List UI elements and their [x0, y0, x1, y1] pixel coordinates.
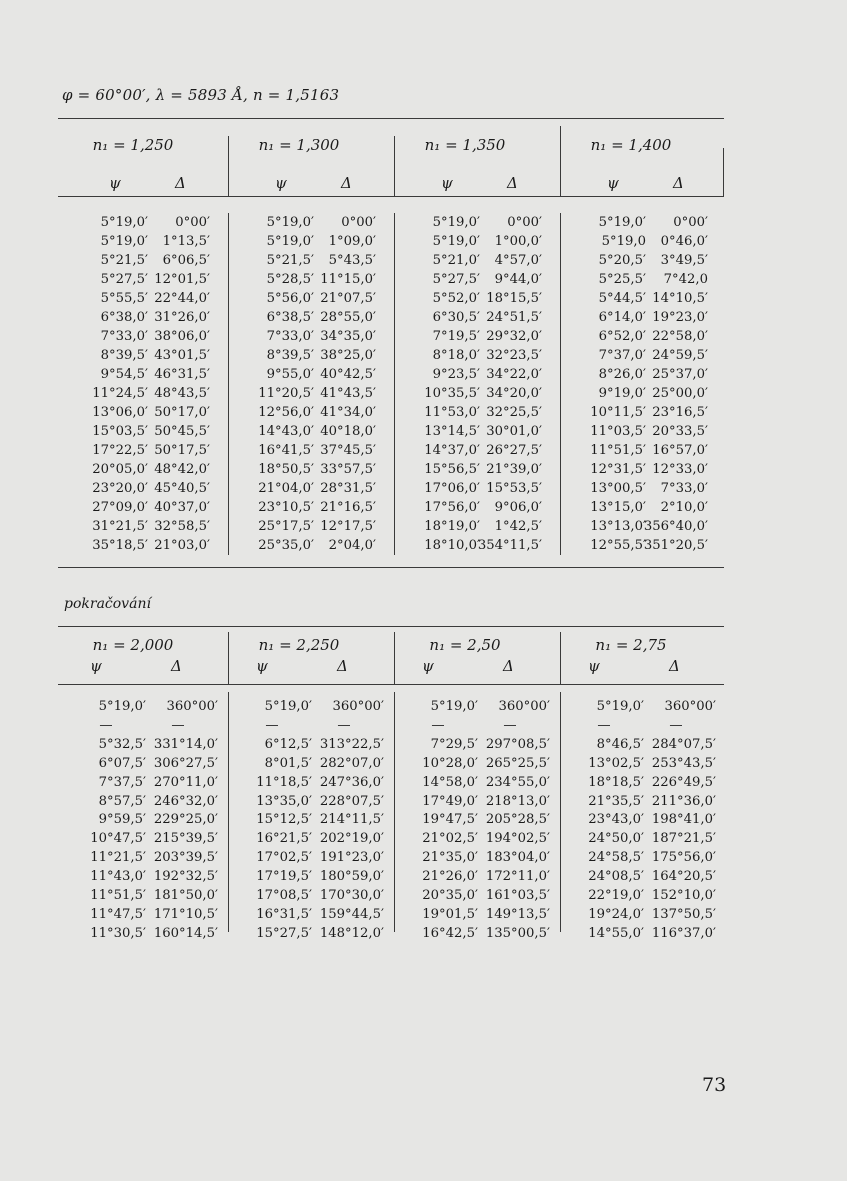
delta-value: 20°33,5′ [652, 424, 708, 439]
delta-value: 5°43,5′ [328, 253, 376, 268]
psi-value: 17°19,5′ [256, 869, 312, 885]
psi-value: 8°39,5′ [266, 348, 314, 363]
delta-value: 116°37,0′ [651, 925, 716, 941]
column-divider [560, 213, 561, 555]
column-header-psi: ψ [441, 174, 453, 192]
delta-value: 21°39,0′ [486, 462, 542, 477]
psi-value: 5°25,5′ [598, 272, 646, 287]
delta-value: 356°40,0′ [643, 519, 708, 534]
psi-value: 5°19,0′ [100, 234, 148, 249]
table-parameters-heading: φ = 60°00′, λ = 5893 Å, n = 1,5163 [62, 86, 340, 104]
psi-value: 20°35,0′ [422, 888, 478, 903]
psi-value: 24°08,5′ [588, 869, 644, 885]
delta-value: 265°25,5′ [485, 755, 550, 771]
psi-value: 8°46,5′ [596, 736, 644, 752]
column-header-n1: n₁ = 1,300 [258, 136, 340, 154]
psi-value: 6°38,0′ [100, 310, 148, 325]
delta-value: 26°27,5′ [486, 443, 542, 458]
column-header-psi: ψ [275, 174, 287, 192]
delta-value: 12°17,5′ [320, 519, 376, 534]
delta-value: 270°11,0′ [153, 774, 218, 790]
delta-value: 203°39,5′ [153, 850, 218, 866]
psi-value: 21°04,0′ [258, 481, 314, 496]
delta-value: 1°13,5′ [162, 234, 210, 249]
psi-value: 11°30,5′ [90, 925, 146, 941]
psi-value: 14°55,0′ [588, 925, 644, 941]
delta-value: 12°33,0′ [652, 462, 708, 477]
psi-value: 16°41,5′ [258, 443, 314, 458]
delta-value: 2°04,0′ [328, 538, 376, 553]
delta-value: 284°07,5′ [651, 736, 716, 752]
delta-value: 2°10,0′ [660, 500, 708, 515]
psi-value: 7°37,5′ [98, 774, 146, 790]
psi-value: 5°27,5′ [100, 272, 148, 287]
delta-value: 226°49,5′ [651, 774, 716, 790]
psi-value: 15°03,5′ [92, 424, 148, 439]
psi-value: 24°50,0′ [588, 831, 644, 847]
psi-value: 5°19,0′ [598, 215, 646, 230]
column-header-psi: ψ [422, 657, 434, 675]
delta-value: 3°49,5′ [660, 253, 708, 268]
delta-value: 28°31,5′ [320, 481, 376, 496]
psi-value: 10°35,5′ [424, 386, 480, 401]
psi-value: 11°20,5′ [258, 386, 314, 401]
delta-value: 18°15,5′ [486, 291, 542, 306]
psi-value: 6°14,0′ [598, 310, 646, 325]
delta-value: 50°17,5′ [154, 443, 210, 458]
delta-value: 24°51,5′ [486, 310, 542, 325]
psi-value: 5°44,5′ [598, 291, 646, 306]
delta-value: 215°39,5′ [153, 831, 218, 847]
delta-value: 148°12,0′ [319, 925, 384, 941]
delta-value: 0°00′ [507, 215, 542, 230]
column-header-delta: Δ [503, 657, 514, 675]
psi-value: 21°26,0′ [422, 869, 478, 885]
delta-value: 175°56,0′ [651, 850, 716, 866]
column-header-n1: n₁ = 2,75 [595, 636, 667, 654]
psi-value: 11°21,5′ [90, 850, 146, 866]
psi-value: 16°42,5′ [422, 925, 478, 941]
column-header-n1: n₁ = 1,250 [92, 136, 174, 154]
psi-value: 18°18,5′ [588, 774, 644, 790]
delta-value: 354°11,5′ [477, 538, 542, 553]
delta-value: 30°01,0′ [486, 424, 542, 439]
delta-value: — [337, 717, 351, 733]
psi-value: 21°02,5′ [422, 831, 478, 847]
delta-value: 0°00′ [175, 215, 210, 230]
column-divider [723, 148, 724, 196]
psi-value: 35°18,5′ [92, 538, 148, 553]
column-header-n1: n₁ = 1,400 [590, 136, 672, 154]
delta-value: 137°50,5′ [651, 906, 716, 922]
psi-value: 5°27,5′ [432, 272, 480, 287]
column-header-psi: ψ [256, 657, 268, 675]
psi-value: — [431, 717, 445, 733]
psi-value: 11°18,5′ [256, 774, 312, 790]
delta-value: 229°25,0′ [153, 812, 218, 828]
psi-value: 17°56,0′ [424, 500, 480, 515]
delta-value: 170°30,0′ [319, 888, 384, 903]
psi-value: 19°24,0′ [588, 906, 644, 922]
psi-value: 23°43,0′ [588, 812, 644, 828]
delta-value: 360°00′ [664, 699, 716, 714]
delta-value: 40°18,0′ [320, 424, 376, 439]
psi-value: 14°43,0′ [258, 424, 314, 439]
delta-value: 14°10,5′ [652, 291, 708, 306]
psi-value: 5°21,5′ [100, 253, 148, 268]
delta-value: 21°03,0′ [154, 538, 210, 553]
delta-value: 38°06,0′ [154, 329, 210, 344]
delta-value: 191°23,0′ [319, 850, 384, 866]
delta-value: 48°42,0′ [154, 462, 210, 477]
delta-value: 205°28,5′ [485, 812, 550, 828]
psi-value: 5°55,5′ [100, 291, 148, 306]
delta-value: 360°00′ [498, 699, 550, 714]
column-header-n1: n₁ = 2,50 [429, 636, 501, 654]
delta-value: 164°20,5′ [651, 869, 716, 885]
psi-value: 17°02,5′ [256, 850, 312, 866]
delta-value: 246°32,0′ [153, 793, 218, 809]
delta-value: 32°23,5′ [486, 348, 542, 363]
psi-value: 5°52,0′ [432, 291, 480, 306]
delta-value: 22°44,0′ [154, 291, 210, 306]
psi-value: 5°28,5′ [266, 272, 314, 287]
delta-value: 247°36,0′ [319, 774, 384, 790]
psi-value: 7°33,0′ [266, 329, 314, 344]
psi-value: 13°35,0′ [256, 793, 312, 809]
psi-value: 11°43,0′ [90, 869, 146, 885]
column-header-delta: Δ [341, 174, 352, 192]
delta-value: 34°35,0′ [320, 329, 376, 344]
delta-value: 234°55,0′ [485, 774, 550, 790]
psi-value: 5°32,5′ [98, 736, 146, 752]
delta-value: 29°32,0′ [486, 329, 542, 344]
psi-value: 15°27,5′ [256, 925, 312, 941]
delta-value: 4°57,0′ [494, 253, 542, 268]
delta-value: 11°15,0′ [320, 272, 376, 287]
psi-value: 9°55,0′ [266, 367, 314, 382]
column-header-n1: n₁ = 2,000 [92, 636, 174, 654]
psi-value: 14°37,0′ [424, 443, 480, 458]
delta-value: 7°42,0 [663, 272, 708, 287]
delta-value: 34°22,0′ [486, 367, 542, 382]
table-header-rule [58, 684, 724, 685]
psi-value: 25°35,0′ [258, 538, 314, 553]
column-header-delta: Δ [175, 174, 186, 192]
psi-value: 15°56,5′ [424, 462, 480, 477]
table-bottom-rule [58, 567, 724, 568]
delta-value: 187°21,5′ [651, 831, 716, 847]
delta-value: 33°57,5′ [320, 462, 376, 477]
psi-value: 13°00,5′ [590, 481, 646, 496]
psi-value: 14°58,0′ [422, 774, 478, 790]
psi-value: 7°29,5′ [430, 736, 478, 752]
psi-value: 10°47,5′ [90, 831, 146, 847]
delta-value: 45°40,5′ [154, 481, 210, 496]
delta-value: 21°07,5′ [320, 291, 376, 306]
delta-value: 313°22,5′ [319, 736, 384, 752]
psi-value: 17°08,5′ [256, 888, 312, 903]
delta-value: 135°00,5′ [485, 925, 550, 941]
delta-value: 1°00,0′ [494, 234, 542, 249]
delta-value: 1°09,0′ [328, 234, 376, 249]
psi-value: 19°01,5′ [422, 906, 478, 922]
psi-value: 5°20,5′ [598, 253, 646, 268]
delta-value: 159°44,5′ [319, 906, 384, 922]
psi-value: 24°58,5′ [588, 850, 644, 866]
delta-value: 161°03,5′ [485, 888, 550, 903]
delta-value: 46°31,5′ [154, 367, 210, 382]
column-header-delta: Δ [673, 174, 684, 192]
delta-value: 183°04,0′ [485, 850, 550, 866]
psi-value: 5°56,0′ [266, 291, 314, 306]
psi-value: 5°19,0′ [266, 234, 314, 249]
psi-value: 6°52,0′ [598, 329, 646, 344]
psi-value: 11°47,5′ [90, 906, 146, 922]
delta-value: 38°25,0′ [320, 348, 376, 363]
delta-value: 50°17,0′ [154, 405, 210, 420]
column-divider [560, 692, 561, 932]
delta-value: 297°08,5′ [485, 736, 550, 752]
delta-value: 41°34,0′ [320, 405, 376, 420]
delta-value: 218°13,0′ [485, 793, 550, 809]
psi-value: 21°35,5′ [588, 793, 644, 809]
delta-value: 43°01,5′ [154, 348, 210, 363]
psi-value: 5°19,0 [601, 234, 646, 249]
psi-value: 13°06,0′ [92, 405, 148, 420]
delta-value: 19°23,0′ [652, 310, 708, 325]
psi-value: 5°19,0′ [100, 215, 148, 230]
psi-value: 11°53,0′ [424, 405, 480, 420]
psi-value: 7°33,0′ [100, 329, 148, 344]
psi-value: 18°10,0′ [424, 538, 480, 553]
delta-value: 34°20,0′ [486, 386, 542, 401]
psi-value: 17°06,0′ [424, 481, 480, 496]
psi-value: 13°14,5′ [424, 424, 480, 439]
psi-value: 11°51,5′ [90, 888, 146, 903]
delta-value: 181°50,0′ [153, 888, 218, 903]
delta-value: 360°00′ [332, 699, 384, 714]
psi-value: 5°19,0′ [98, 699, 146, 714]
psi-value: 5°21,0′ [432, 253, 480, 268]
delta-value: 351°20,5′ [643, 538, 708, 553]
column-header-n1: n₁ = 2,250 [258, 636, 340, 654]
delta-value: 37°45,5′ [320, 443, 376, 458]
psi-value: 11°51,5′ [590, 443, 646, 458]
delta-value: 41°43,5′ [320, 386, 376, 401]
psi-value: 5°19,0′ [432, 215, 480, 230]
delta-value: 22°58,0′ [652, 329, 708, 344]
psi-value: 11°24,5′ [92, 386, 148, 401]
column-divider [394, 692, 395, 932]
psi-value: 13°02,5′ [588, 755, 644, 771]
column-header-psi: ψ [588, 657, 600, 675]
psi-value: 16°21,5′ [256, 831, 312, 847]
delta-value: 214°11,5′ [319, 812, 384, 828]
column-divider [228, 213, 229, 555]
delta-value: 50°45,5′ [154, 424, 210, 439]
delta-value: 172°11,0′ [485, 869, 550, 885]
data-table-1 [58, 118, 724, 568]
column-divider [394, 213, 395, 555]
psi-value: 5°19,0′ [264, 699, 312, 714]
psi-value: 9°54,5′ [100, 367, 148, 382]
psi-value: 7°19,5′ [432, 329, 480, 344]
psi-value: 18°19,0′ [424, 519, 480, 534]
delta-value: 360°00′ [166, 699, 218, 714]
delta-value: 0°00′ [341, 215, 376, 230]
page-number: 73 [702, 1074, 727, 1096]
delta-value: 306°27,5′ [153, 755, 218, 771]
psi-value: 5°21,5′ [266, 253, 314, 268]
delta-value: 32°58,5′ [154, 519, 210, 534]
psi-value: 17°22,5′ [92, 443, 148, 458]
delta-value: 6°06,5′ [162, 253, 210, 268]
delta-value: 198°41,0′ [651, 812, 716, 828]
psi-value: 12°55,5′ [590, 538, 646, 553]
psi-value: 25°17,5′ [258, 519, 314, 534]
psi-value: 5°19,0′ [266, 215, 314, 230]
table-top-rule [58, 626, 724, 627]
delta-value: 23°16,5′ [652, 405, 708, 420]
psi-value: 31°21,5′ [92, 519, 148, 534]
psi-value: 6°38,5′ [266, 310, 314, 325]
delta-value: 32°25,5′ [486, 405, 542, 420]
psi-value: 5°19,0′ [596, 699, 644, 714]
psi-value: 21°35,0′ [422, 850, 478, 866]
delta-value: 194°02,5′ [485, 831, 550, 847]
psi-value: — [99, 717, 113, 733]
psi-value: 10°28,0′ [422, 755, 478, 771]
psi-value: 6°07,5′ [98, 755, 146, 771]
psi-value: 22°19,0′ [588, 888, 644, 903]
column-divider [228, 692, 229, 932]
psi-value: 10°11,5′ [590, 405, 646, 420]
delta-value: — [669, 717, 683, 733]
delta-value: — [171, 717, 185, 733]
delta-value: 25°37,0′ [652, 367, 708, 382]
psi-value: 8°26,0′ [598, 367, 646, 382]
delta-value: 211°36,0′ [651, 793, 716, 809]
delta-value: — [503, 717, 517, 733]
delta-value: 149°13,5′ [485, 906, 550, 922]
delta-value: 16°57,0′ [652, 443, 708, 458]
delta-value: 12°01,5′ [154, 272, 210, 287]
delta-value: 202°19,0′ [319, 831, 384, 847]
psi-value: 8°39,5′ [100, 348, 148, 363]
psi-value: 9°59,5′ [98, 812, 146, 828]
psi-value: 9°19,0′ [598, 386, 646, 401]
psi-value: 17°49,0′ [422, 793, 478, 809]
delta-value: 25°00,0′ [652, 386, 708, 401]
psi-value: 27°09,0′ [92, 500, 148, 515]
psi-value: 8°57,5′ [98, 793, 146, 809]
delta-value: 160°14,5′ [153, 925, 218, 941]
psi-value: 11°03,5′ [590, 424, 646, 439]
psi-value: 13°13,0′ [590, 519, 646, 534]
psi-value: — [265, 717, 279, 733]
delta-value: 282°07,0′ [319, 755, 384, 771]
psi-value: 8°01,5′ [264, 755, 312, 771]
psi-value: 8°18,0′ [432, 348, 480, 363]
column-header-delta: Δ [669, 657, 680, 675]
table-header-rule [58, 196, 724, 197]
delta-value: 48°43,5′ [154, 386, 210, 401]
delta-value: 171°10,5′ [153, 906, 218, 922]
delta-value: 0°46,0′ [660, 234, 708, 249]
delta-value: 40°37,0′ [154, 500, 210, 515]
psi-value: 5°19,0′ [430, 699, 478, 714]
delta-value: 192°32,5′ [153, 869, 218, 885]
column-header-delta: Δ [507, 174, 518, 192]
delta-value: 9°06,0′ [494, 500, 542, 515]
delta-value: 228°07,5′ [319, 793, 384, 809]
delta-value: 40°42,5′ [320, 367, 376, 382]
delta-value: 15°53,5′ [486, 481, 542, 496]
delta-value: 9°44,0′ [494, 272, 542, 287]
table-top-rule [58, 118, 724, 119]
psi-value: 7°37,0′ [598, 348, 646, 363]
column-header-psi: ψ [90, 657, 102, 675]
psi-value: 18°50,5′ [258, 462, 314, 477]
psi-value: 6°30,5′ [432, 310, 480, 325]
column-header-psi: ψ [109, 174, 121, 192]
delta-value: 152°10,0′ [651, 888, 716, 903]
psi-value: 15°12,5′ [256, 812, 312, 828]
psi-value: 23°20,0′ [92, 481, 148, 496]
delta-value: 253°43,5′ [651, 755, 716, 771]
psi-value: 12°56,0′ [258, 405, 314, 420]
delta-value: 0°00′ [673, 215, 708, 230]
psi-value: — [597, 717, 611, 733]
delta-value: 24°59,5′ [652, 348, 708, 363]
psi-value: 5°19,0′ [432, 234, 480, 249]
column-header-delta: Δ [337, 657, 348, 675]
delta-value: 1°42,5′ [494, 519, 542, 534]
delta-value: 7°33,0′ [660, 481, 708, 496]
continuation-label: pokračování [64, 596, 151, 612]
psi-value: 9°23,5′ [432, 367, 480, 382]
psi-value: 20°05,0′ [92, 462, 148, 477]
delta-value: 180°59,0′ [319, 869, 384, 885]
psi-value: 19°47,5′ [422, 812, 478, 828]
column-header-n1: n₁ = 1,350 [424, 136, 506, 154]
psi-value: 12°31,5′ [590, 462, 646, 477]
delta-value: 21°16,5′ [320, 500, 376, 515]
delta-value: 31°26,0′ [154, 310, 210, 325]
delta-value: 331°14,0′ [153, 736, 218, 752]
psi-value: 23°10,5′ [258, 500, 314, 515]
psi-value: 13°15,0′ [590, 500, 646, 515]
column-header-delta: Δ [171, 657, 182, 675]
delta-value: 28°55,0′ [320, 310, 376, 325]
psi-value: 6°12,5′ [264, 736, 312, 752]
data-table-2 [58, 626, 724, 942]
column-header-psi: ψ [607, 174, 619, 192]
psi-value: 16°31,5′ [256, 906, 312, 922]
